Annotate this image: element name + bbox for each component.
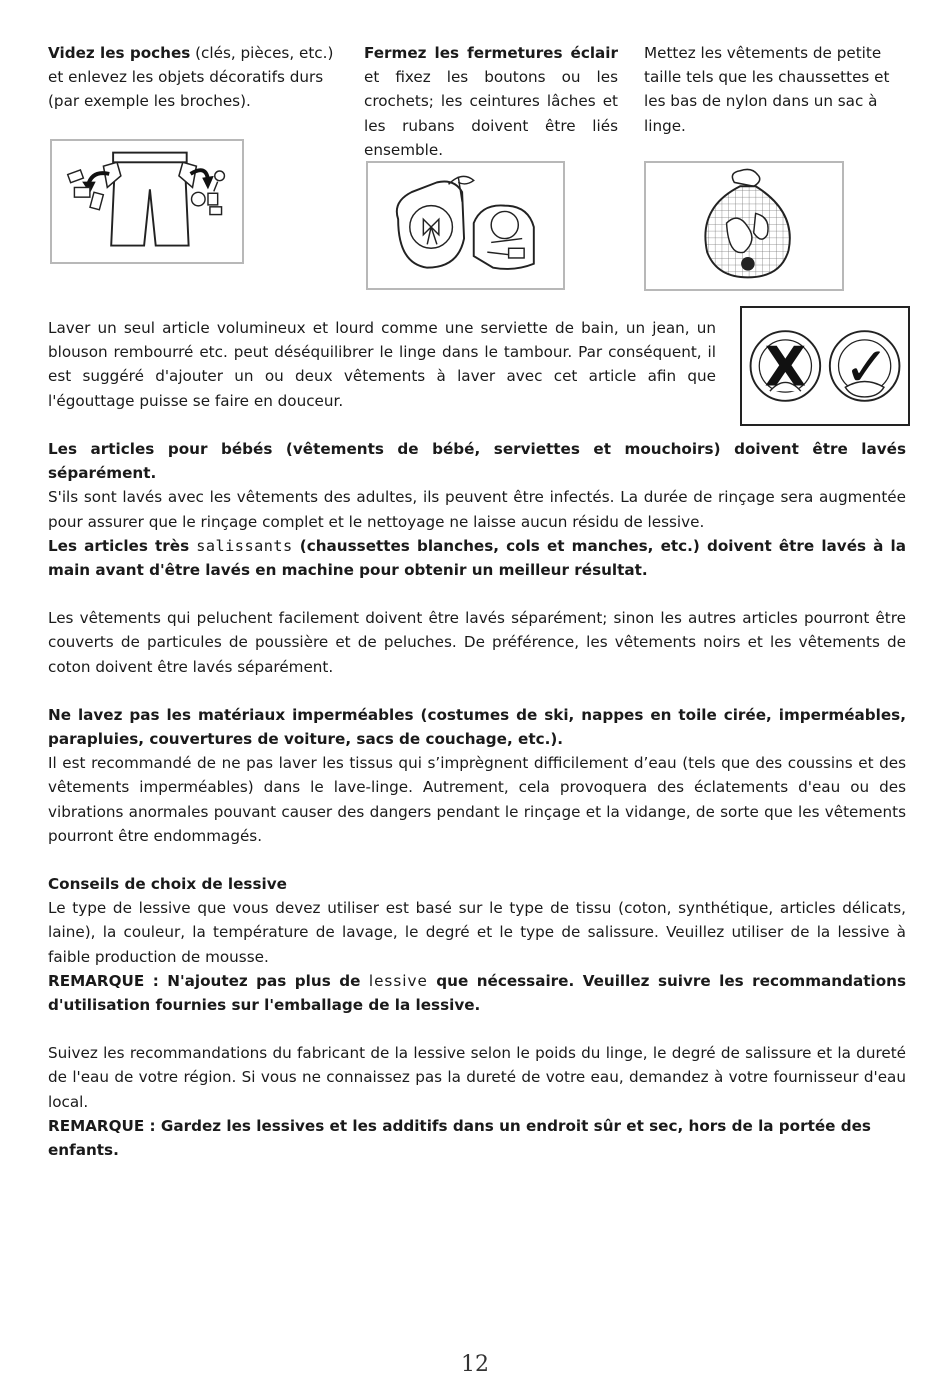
zippers-text: [364, 41, 618, 162]
dirty-items-word: salissants: [196, 536, 293, 555]
detergent-text: Le type de lessive que vous devez utiliser est basé sur le type de tissu (coton, synthétique, articles délicats, laine), la couleur, la température de lavage, le degré et le type de salissure. Veuillez utiliser de la lessive à faible production de mousse.: [48, 899, 906, 966]
lint-text: Les vêtements qui peluchent facilement doivent être lavés séparément; sinon les autres articles pourront être couverts de particules de poussière et de peluches. De préférence, les vêtements noirs et les vêtements de coton doivent être lavés séparément.: [48, 609, 906, 676]
zippers-lead: Fermez les fermetures éclair: [364, 44, 618, 62]
right-wrong-icon: [742, 308, 908, 424]
baby-items-section: [48, 437, 906, 582]
detergent-note-lead: REMARQUE : N'ajoutez pas plus de: [48, 971, 369, 990]
pockets-instruction: [48, 41, 338, 114]
zippers-rest: et fixez les boutons ou les crochets; les ceintures lâches et les rubans doivent être liés ensemble.: [364, 68, 618, 159]
lint-section: [48, 606, 906, 679]
right-mark: ✓: [843, 335, 890, 399]
main-text: [48, 437, 906, 1162]
page-number: 12: [461, 1352, 489, 1377]
dirty-items-text: [48, 534, 906, 582]
baby-items-heading: Les articles pour bébés (vêtements de bébé, serviettes et mouchoirs) doivent être lavés séparément.: [48, 440, 906, 483]
trousers-pockets-icon: [52, 141, 242, 262]
detergent-note: [48, 969, 906, 1017]
detergent-section: [48, 872, 906, 1017]
waterproof-section: [48, 703, 906, 848]
tied-clothes-icon: [368, 163, 563, 288]
dirty-items-lead: Les articles très: [48, 536, 197, 555]
bulky-items-section: [48, 316, 716, 413]
manufacturer-section: [48, 1041, 906, 1162]
waterproof-text: Il est recommandé de ne pas laver les tissus qui s’imprègnent difficilement d’eau (tels que des coussins et des vêtements imperméables) dans le lave-linge. Autrement, cela provoquera des éclatements d'eau ou des vibrations anormales pouvant causer des dangers pendant le rinçage et la vidange, de sorte que les vêtements pourront être endommagés.: [48, 754, 906, 845]
detergent-note-rest: que nécessaire. Veuillez suivre les recommandations d'utilisation fournies sur l'emballage de la lessive.: [48, 971, 906, 1015]
laundry-bag-instruction: [644, 41, 904, 138]
empty-pockets-illustration: [50, 139, 244, 264]
waterproof-heading: Ne lavez pas les matériaux imperméables (costumes de ski, nappes en toile cirée, imperméables, parapluies, couvertures de voiture, sacs de couchage, etc.).: [48, 705, 906, 749]
zippers-instruction: [364, 41, 618, 162]
manufacturer-note: REMARQUE : Gardez les lessives et les additifs dans un endroit sûr et sec, hors de la portée des enfants.: [48, 1116, 871, 1160]
manufacturer-text: Suivez les recommandations du fabricant de la lessive selon le poids du linge, le degré de salissure et la dureté de l'eau de votre région. Si vous ne connaissez pas la dureté de votre eau, demandez à votre fournisseur d'eau local.: [48, 1044, 906, 1111]
laundry-bag-illustration: [644, 161, 844, 291]
closed-garments-illustration: [366, 161, 565, 290]
detergent-heading: Conseils de choix de lessive: [48, 875, 287, 894]
pockets-rest: (clés, pièces, etc.) et enlevez les objets décoratifs durs (par exemple les broches).: [48, 44, 334, 111]
pockets-text: [48, 41, 338, 114]
mesh-bag-icon: [646, 163, 842, 289]
pockets-lead: Videz les poches: [48, 44, 191, 62]
bulky-items-text: Laver un seul article volumineux et lourd comme une serviette de bain, un jean, un blouson rembourré etc. peut déséquilibrer le linge dans le tambour. Par conséquent, il est suggéré d'ajouter un ou deux vêtements à laver avec cet article afin que l'égouttage puisse se faire en douceur.: [48, 319, 716, 410]
baby-items-text: S'ils sont lavés avec les vêtements des adultes, ils peuvent être infectés. La durée de rinçage sera augmentée pour assurer que le rinçage complet et le nettoyage ne laisse aucun résidu de lessive.: [48, 488, 906, 531]
detergent-note-word: lessive: [368, 971, 428, 990]
dirty-items-rest: (chaussettes blanches, cols et manches, etc.) doivent être lavés à la main avant d'être lavés en machine pour obtenir un meilleur résultat.: [48, 536, 906, 580]
wrong-mark: X: [764, 335, 807, 399]
load-balance-illustration: [740, 306, 910, 426]
laundry-bag-text: Mettez les vêtements de petite taille tels que les chaussettes et les bas de nylon dans un sac à linge.: [644, 44, 890, 135]
